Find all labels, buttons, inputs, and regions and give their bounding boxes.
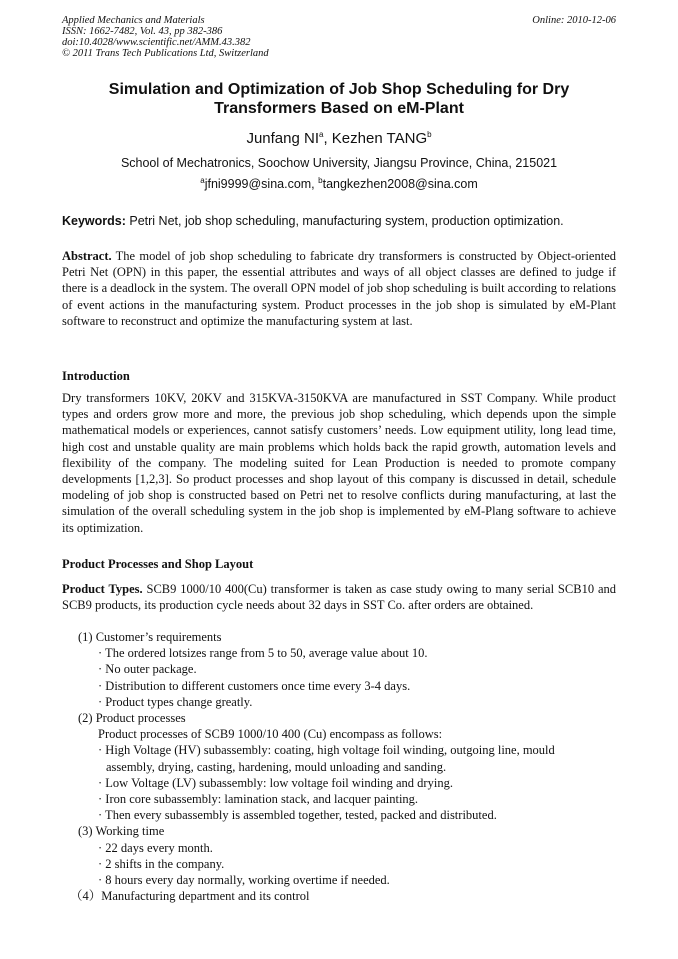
journal-header <box>62 15 616 59</box>
list-heading: （4）Manufacturing department and its control <box>70 889 310 904</box>
product-types-text: SCB9 1000/10 400(Cu) transformer is taken as case study owing to many serial SCB10 and SCB9 products, its production cycle needs about 32 days in SST Co. after orders are obtained. <box>62 582 616 613</box>
abstract-label: Abstract. <box>62 249 112 263</box>
list-item: · Iron core subassembly: lamination stack, and lacquer painting. <box>98 792 419 807</box>
list-item: · No outer package. <box>98 662 197 677</box>
list-item: · Product types change greatly. <box>98 694 253 709</box>
list-heading: (3) Working time <box>78 824 165 839</box>
list-item-continuation: assembly, drying, casting, hardening, mould unloading and sanding. <box>106 759 447 774</box>
intro-heading: Introduction <box>62 369 130 383</box>
keywords <box>62 214 616 228</box>
requirements-list <box>62 629 616 904</box>
title-line-1: Simulation and Optimization of Job Shop Scheduling for Dry <box>108 81 570 98</box>
keywords-label: Keywords: <box>62 214 126 228</box>
copyright-line: © 2011 Trans Tech Publications Ltd, Switzerland <box>62 48 269 59</box>
list-item: · Then every subassembly is assembled together, tested, packed and distributed. <box>98 808 497 823</box>
list-item: · Distribution to different customers once time every 3-4 days. <box>98 678 411 693</box>
author-1: Junfang NI <box>246 130 319 147</box>
email-2: tangkezhen2008@sina.com <box>322 177 478 191</box>
author-list <box>62 130 616 147</box>
doi-line: doi:10.4028/www.scientific.net/AMM.43.382 <box>62 37 251 48</box>
email-1-mark: a <box>200 175 205 185</box>
list-item: · 22 days every month. <box>98 840 213 855</box>
list-intro: Product processes of SCB9 1000/10 400 (Cu) encompass as follows: <box>98 727 443 742</box>
abstract <box>62 248 616 329</box>
list-heading: (2) Product processes <box>78 711 186 726</box>
intro-paragraph: Dry transformers 10KV, 20KV and 315KVA-3150KVA are manufactured in SST Company. While product types and orders grow more and more, the previous job shop scheduling, which depends upon the simple mathematical models or experiences, cannot satisfy customers’ needs. Low equipment utility, long lead time, high cost and unstable quality are main problems which holds back the rapid growth, automation levels and flexibility of the company. The modeling suited for Lean Production is needed to promote company developments [1,2,3]. So product processes and shop layout of this company is discussed in detail, schedule modeling of job shop is constructed based on Petri net to resolve conflicts during manufacturing, at last the simulation of the overall scheduling system in the job shop is implemented by eM-Plang software to achieve its optimization. <box>62 391 616 535</box>
list-item: · High Voltage (HV) subassembly: coating, high voltage foil winding, outgoing line, mould <box>98 743 555 758</box>
journal-name: Applied Mechanics and Materials <box>62 15 205 26</box>
author-1-mark: a <box>318 130 324 139</box>
author-2: Kezhen TANG <box>331 130 428 147</box>
list-item: · 2 shifts in the company. <box>98 856 225 871</box>
author-2-mark: b <box>427 130 432 139</box>
issn-line: ISSN: 1662-7482, Vol. 43, pp 382-386 <box>62 26 223 37</box>
author-separator: , <box>323 130 332 147</box>
section-heading: Product Processes and Shop Layout <box>62 557 254 571</box>
affiliation: School of Mechatronics, Soochow University, Jiangsu Province, China, 215021 <box>120 156 558 170</box>
email-1: jfni9999@sina.com, <box>204 177 319 191</box>
title-line-2: Transformers Based on eM-Plant <box>214 100 464 117</box>
author-emails <box>62 177 616 191</box>
keywords-text: Petri Net, job shop scheduling, manufacturing system, production optimization. <box>125 214 564 228</box>
list-item: · The ordered lotsizes range from 5 to 50, average value about 10. <box>98 646 428 661</box>
list-item: · Low Voltage (LV) subassembly: low voltage foil winding and drying. <box>98 775 453 790</box>
online-date: Online: 2010-12-06 <box>532 15 616 26</box>
product-types-label: Product Types. <box>62 582 143 596</box>
paper-title <box>62 80 616 118</box>
email-2-mark: b <box>318 175 323 185</box>
product-types-paragraph <box>62 581 616 613</box>
abstract-text: The model of job shop scheduling to fabricate dry transformers is constructed by Object-oriented Petri Net (OPN) in this paper, the essential attributes and ways of all object classes are defined to judge if there is a deadlock in the system. The overall OPN model of job shop scheduling is built according to relations of event actions in the manufacturing system. Product processes in the job shop is simulated by eM-Plant software to reconstruct and optimize the manufacturing system at last. <box>62 249 616 328</box>
list-heading: (1) Customer’s requirements <box>78 630 222 644</box>
list-item: · 8 hours every day normally, working overtime if needed. <box>98 873 390 888</box>
